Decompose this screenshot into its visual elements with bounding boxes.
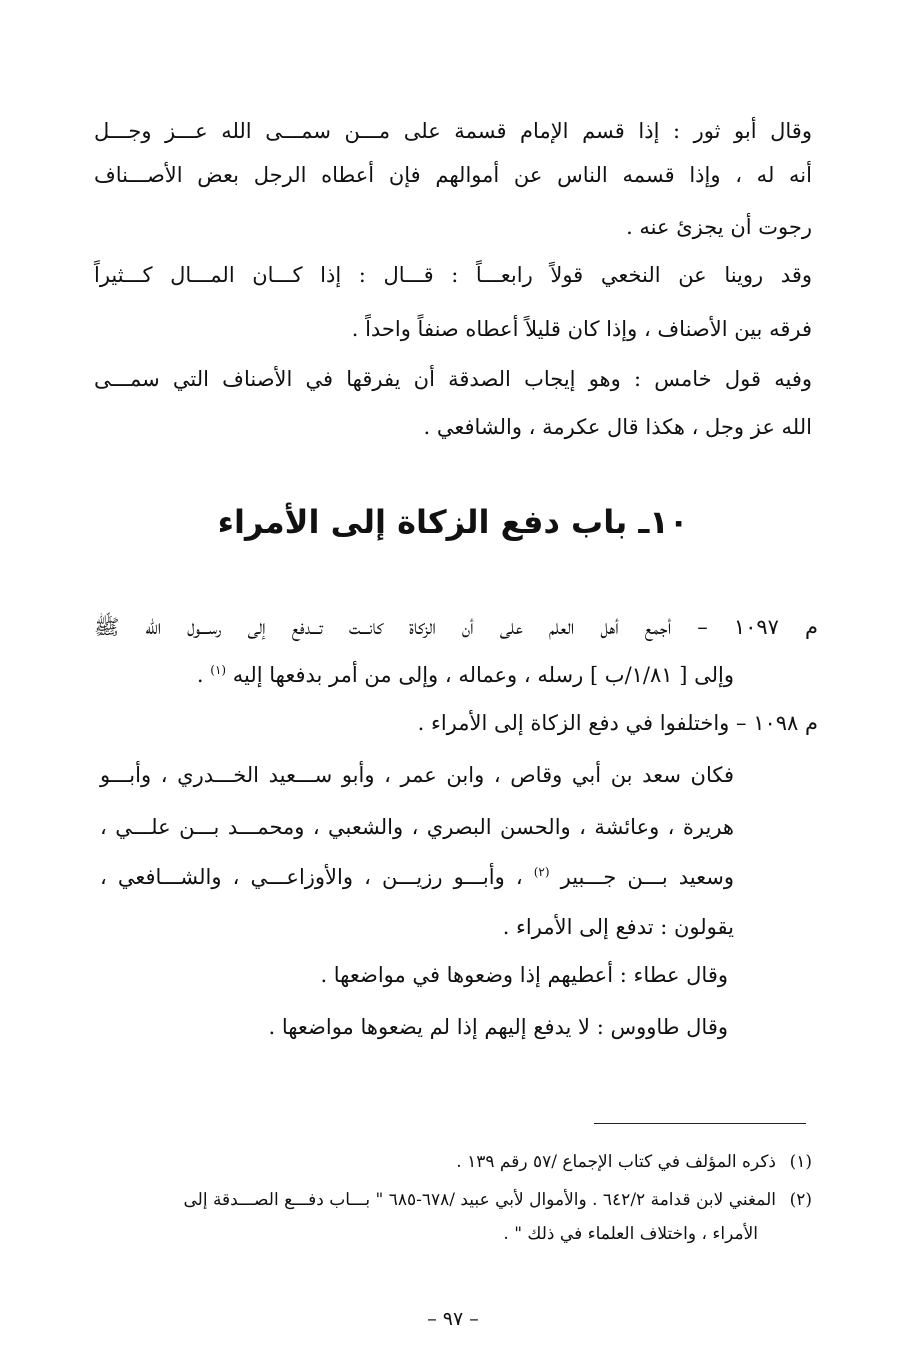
body-line: الله عز وجل ، هكذا قال عكرمة ، والشافعي . <box>423 415 812 439</box>
body-line: وقال أبو ثور : إذا قسم الإمام قسمة على مـــن سمـــى الله عـــز وجـــل <box>94 119 812 143</box>
entry-1098-line-6: وقال عطاء : أعطيهم إذا وضعوها في مواضعها . <box>320 963 728 987</box>
entry-1098-line-5: يقولون : تدفع إلى الأمراء . <box>502 915 734 939</box>
body-line: رجوت أن يجزئ عنه . <box>626 215 812 239</box>
footnote-2-text: المغني لابن قدامة ٦٤٢/٢ . والأموال لأبي عبيد /٦٧٨-٦٨٥ " بـــاب دفـــع الصـــدقة إلى <box>183 1190 776 1210</box>
entry-1097-line-1: م ١٠٩٧ – أجمع أهل العلم على أن الزكاة كانـــت تـــدفع إلى رســـول الله ﷺ <box>94 615 818 639</box>
entry-1098-line-3: هريرة ، وعائشة ، والحسن البصري ، والشعبي ، ومحمـــد بـــن علـــي ، <box>100 815 734 839</box>
page-number: – ٩٧ – <box>427 1308 479 1330</box>
entry-1098-line-4-a: وسعيد بـــن جـــبير <box>549 865 735 889</box>
footnote-ref-2[interactable]: (٢) <box>533 865 550 879</box>
entry-1097-text: وإلى [ ١/٨١/ب ] رسله ، وعماله ، وإلى من أمر بدفعها إليه <box>232 663 734 687</box>
entry-1098-line-4-b: ، وأبـــو رزيـــن ، والأوزاعـــي ، والشـــافعي ، <box>100 865 534 889</box>
body-line: وفيه قول خامس : وهو إيجاب الصدقة أن يفرقها في الأصناف التي سمـــى <box>94 367 812 391</box>
footnote-divider <box>594 1123 806 1124</box>
body-line: فرقه بين الأصناف ، وإذا كان قليلاً أعطاه صنفاً واحداً . <box>351 317 812 341</box>
footnote-2-continuation: الأمراء ، واختلاف العلماء في ذلك " . <box>503 1224 758 1244</box>
footnote-1-text: ذكره المؤلف في كتاب الإجماع /٥٧ رقم ١٣٩ . <box>456 1152 776 1172</box>
body-line: أنه له ، وإذا قسمه الناس عن أموالهم فإن أعطاه الرجل بعض الأصـــناف <box>94 163 812 187</box>
footnote-2-number: (٢) <box>789 1190 812 1210</box>
footnote-2 <box>94 1188 812 1212</box>
footnote-1-number: (١) <box>789 1152 812 1172</box>
footnote-1 <box>94 1150 812 1174</box>
entry-1098-line-7: وقال طاووس : لا يدفع إليهم إذا لم يضعوها مواضعها . <box>268 1015 728 1039</box>
entry-1098-line-4 <box>100 862 734 892</box>
body-line: وقد روينا عن النخعي قولاً رابعـــاً : قـــال : إذا كـــان المـــال كـــثيراً <box>94 263 812 287</box>
entry-1098-line-1: م ١٠٩٨ – واختلفوا في دفع الزكاة إلى الأمراء . <box>417 711 818 735</box>
chapter-title: ١٠ـ باب دفع الزكاة إلى الأمراء <box>217 503 689 541</box>
entry-1097-end: . <box>196 663 211 687</box>
entry-1097-line-2 <box>100 660 734 690</box>
entry-1098-line-2: فكان سعد بن أبي وقاص ، وابن عمر ، وأبو ســـعيد الخـــدري ، وأبـــو <box>100 763 735 787</box>
footnote-ref-1[interactable]: (١) <box>210 663 227 677</box>
